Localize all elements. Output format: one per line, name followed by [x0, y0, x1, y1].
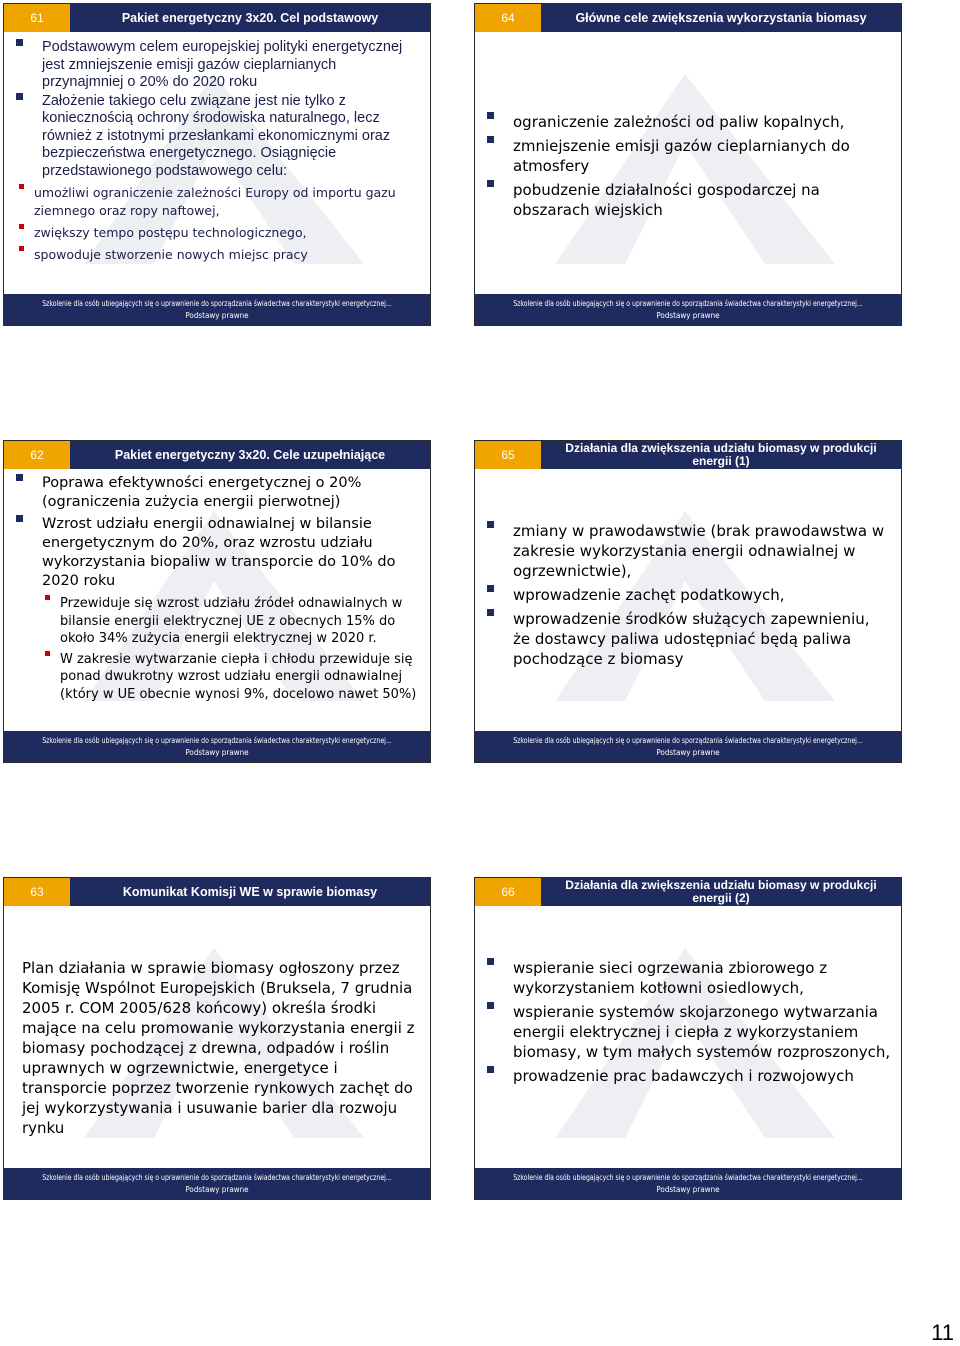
footer-course-title: Szkolenie dla osób ubiegających się o uprawnienie do sporządzania świadectwa charakterystyki energetycznej...: [513, 1173, 863, 1182]
slide-63: [3, 877, 431, 1200]
bullet-item: prowadzenie prac badawczych i rozwojowych: [487, 1066, 891, 1086]
slide-64: [474, 3, 902, 326]
slide-61: [3, 3, 431, 326]
slide-number: 62: [4, 441, 70, 469]
slide-footer: [475, 731, 901, 762]
slide-title: Główne cele zwiększenia wykorzystania biomasy: [575, 10, 867, 25]
sub-bullet-item: Przewiduje się wzrost udziału źródeł odnawialnych w bilansie energii elektrycznej UE z obecnych 15% do około 34% zużycia energii elektrycznej w 2020 r.: [42, 595, 420, 648]
footer-course-title: Szkolenie dla osób ubiegających się o uprawnienie do sporządzania świadectwa charakterystyki energetycznej...: [42, 1173, 392, 1182]
footer-course-title: Szkolenie dla osób ubiegających się o uprawnienie do sporządzania świadectwa charakterystyki energetycznej...: [513, 736, 863, 745]
bullet-item: ograniczenie zależności od paliw kopalnych,: [487, 112, 891, 132]
bullet-item: Podstawowym celem europejskiej polityki energetycznej jest zmniejszenie emisji gazów cieplarnianych przynajmniej o 20% do 2020 roku: [16, 39, 420, 92]
slide-footer: [4, 1168, 430, 1199]
footer-course-title: Szkolenie dla osób ubiegających się o uprawnienie do sporządzania świadectwa charakterystyki energetycznej...: [42, 736, 392, 745]
sub-bullet-item: W zakresie wytwarzanie ciepła i chłodu przewiduje się ponad dwukrotny wzrost udziału energii odnawialnej (który w UE obecnie wynosi 9%, docelowo nawet 50%): [42, 651, 420, 704]
page-number: 11: [931, 1320, 954, 1345]
bullet-item: zmiany w prawodawstwie (brak prawodawstwa w zakresie wykorzystania energii odnawialnej w ogrzewnictwie),: [487, 521, 891, 581]
slide-header: [475, 878, 901, 906]
slide-title: Pakiet energetyczny 3x20. Cel podstawowy: [121, 10, 379, 25]
slide-66: [474, 877, 902, 1200]
slide-title: Działania dla zwiększenia udziału biomasy w produkcji energii (1): [565, 441, 877, 468]
slide-number: 66: [475, 878, 541, 906]
slide-number: 61: [4, 4, 70, 32]
footer-subtitle: Podstawy prawne: [185, 1185, 249, 1194]
footer-subtitle: Podstawy prawne: [185, 748, 249, 757]
slide-header: [4, 4, 430, 32]
slide-title: Komunikat Komisji WE w sprawie biomasy: [122, 884, 378, 899]
bullet-item: wprowadzenie zachęt podatkowych,: [487, 585, 891, 605]
slide-paragraph: Plan działania w sprawie biomasy ogłoszony przez Komisję Wspólnot Europejskich (Bruksela, 7 grudnia 2005 r. COM 2005/628 końcowy) określa środki mające na celu promowanie wykorzystania energii z biomasy pochodzącej z drewna, odpadów i roślin uprawnych w ogrzewnictwie, energetyce i transporcie poprzez tworzenie rynkowych zachęt do jej wykorzystywania i usuwanie barier dla rozwoju rynku: [22, 959, 415, 1137]
footer-subtitle: Podstawy prawne: [656, 1185, 720, 1194]
slide-62: [3, 440, 431, 763]
slide-title: Działania dla zwiększenia udziału biomasy w produkcji energii (2): [565, 878, 877, 905]
footer-course-title: Szkolenie dla osób ubiegających się o uprawnienie do sporządzania świadectwa charakterystyki energetycznej...: [42, 299, 392, 308]
bullet-item: pobudzenie działalności gospodarczej na obszarach wiejskich: [487, 180, 891, 220]
slide-number: 63: [4, 878, 70, 906]
sub-bullet-item: zwiększy tempo postępu technologicznego,: [16, 224, 420, 242]
slide-footer: [4, 731, 430, 762]
bullet-item: wspieranie systemów skojarzonego wytwarzania energii elektrycznej i ciepła z wykorzystaniem biomasy, w tym małych systemów rozproszonych,: [487, 1002, 891, 1062]
sub-bullet-item: umożliwi ograniczenie zależności Europy od importu gazu ziemnego oraz ropy naftowej,: [16, 184, 420, 220]
slide-title: Pakiet energetyczny 3x20. Cele uzupełniające: [114, 447, 386, 462]
footer-subtitle: Podstawy prawne: [656, 748, 720, 757]
slide-footer: [475, 294, 901, 325]
sub-bullet-item: spowoduje stworzenie nowych miejsc pracy: [16, 246, 420, 264]
slide-number: 65: [475, 441, 541, 469]
footer-subtitle: Podstawy prawne: [656, 311, 720, 320]
bullet-item: wspieranie sieci ogrzewania zbiorowego z wykorzystaniem kotłowni osiedlowych,: [487, 958, 891, 998]
footer-course-title: Szkolenie dla osób ubiegających się o uprawnienie do sporządzania świadectwa charakterystyki energetycznej...: [513, 299, 863, 308]
slide-header: [4, 441, 430, 469]
slide-header: [475, 4, 901, 32]
slide-footer: [4, 294, 430, 325]
slide-header: [475, 441, 901, 469]
bullet-item: zmniejszenie emisji gazów cieplarnianych do atmosfery: [487, 136, 891, 176]
slide-header: [4, 878, 430, 906]
bullet-item: Wzrost udziału energii odnawialnej w bilansie energetycznym do 20%, oraz wzrostu udziału wykorzystania biopaliw w transporcie do 10% do 2020 roku: [16, 515, 420, 591]
footer-subtitle: Podstawy prawne: [185, 311, 249, 320]
bullet-item: Poprawa efektywności energetycznej o 20% (ograniczenia zużycia energii pierwotnej): [16, 474, 420, 512]
bullet-item: Założenie takiego celu związane jest nie tylko z koniecznością ochrony środowiska naturalnego, lecz również z istotnymi przesłankami ekonomicznymi oraz bezpieczeństwa energetycznego. Osiągnięcie przedstawionego podstawowego celu:: [16, 93, 420, 181]
slide-65: [474, 440, 902, 763]
slide-number: 64: [475, 4, 541, 32]
bullet-item: wprowadzenie środków służących zapewnieniu, że dostawcy paliwa udostępniać będą paliwa pochodzące z biomasy: [487, 609, 891, 669]
slide-footer: [475, 1168, 901, 1199]
